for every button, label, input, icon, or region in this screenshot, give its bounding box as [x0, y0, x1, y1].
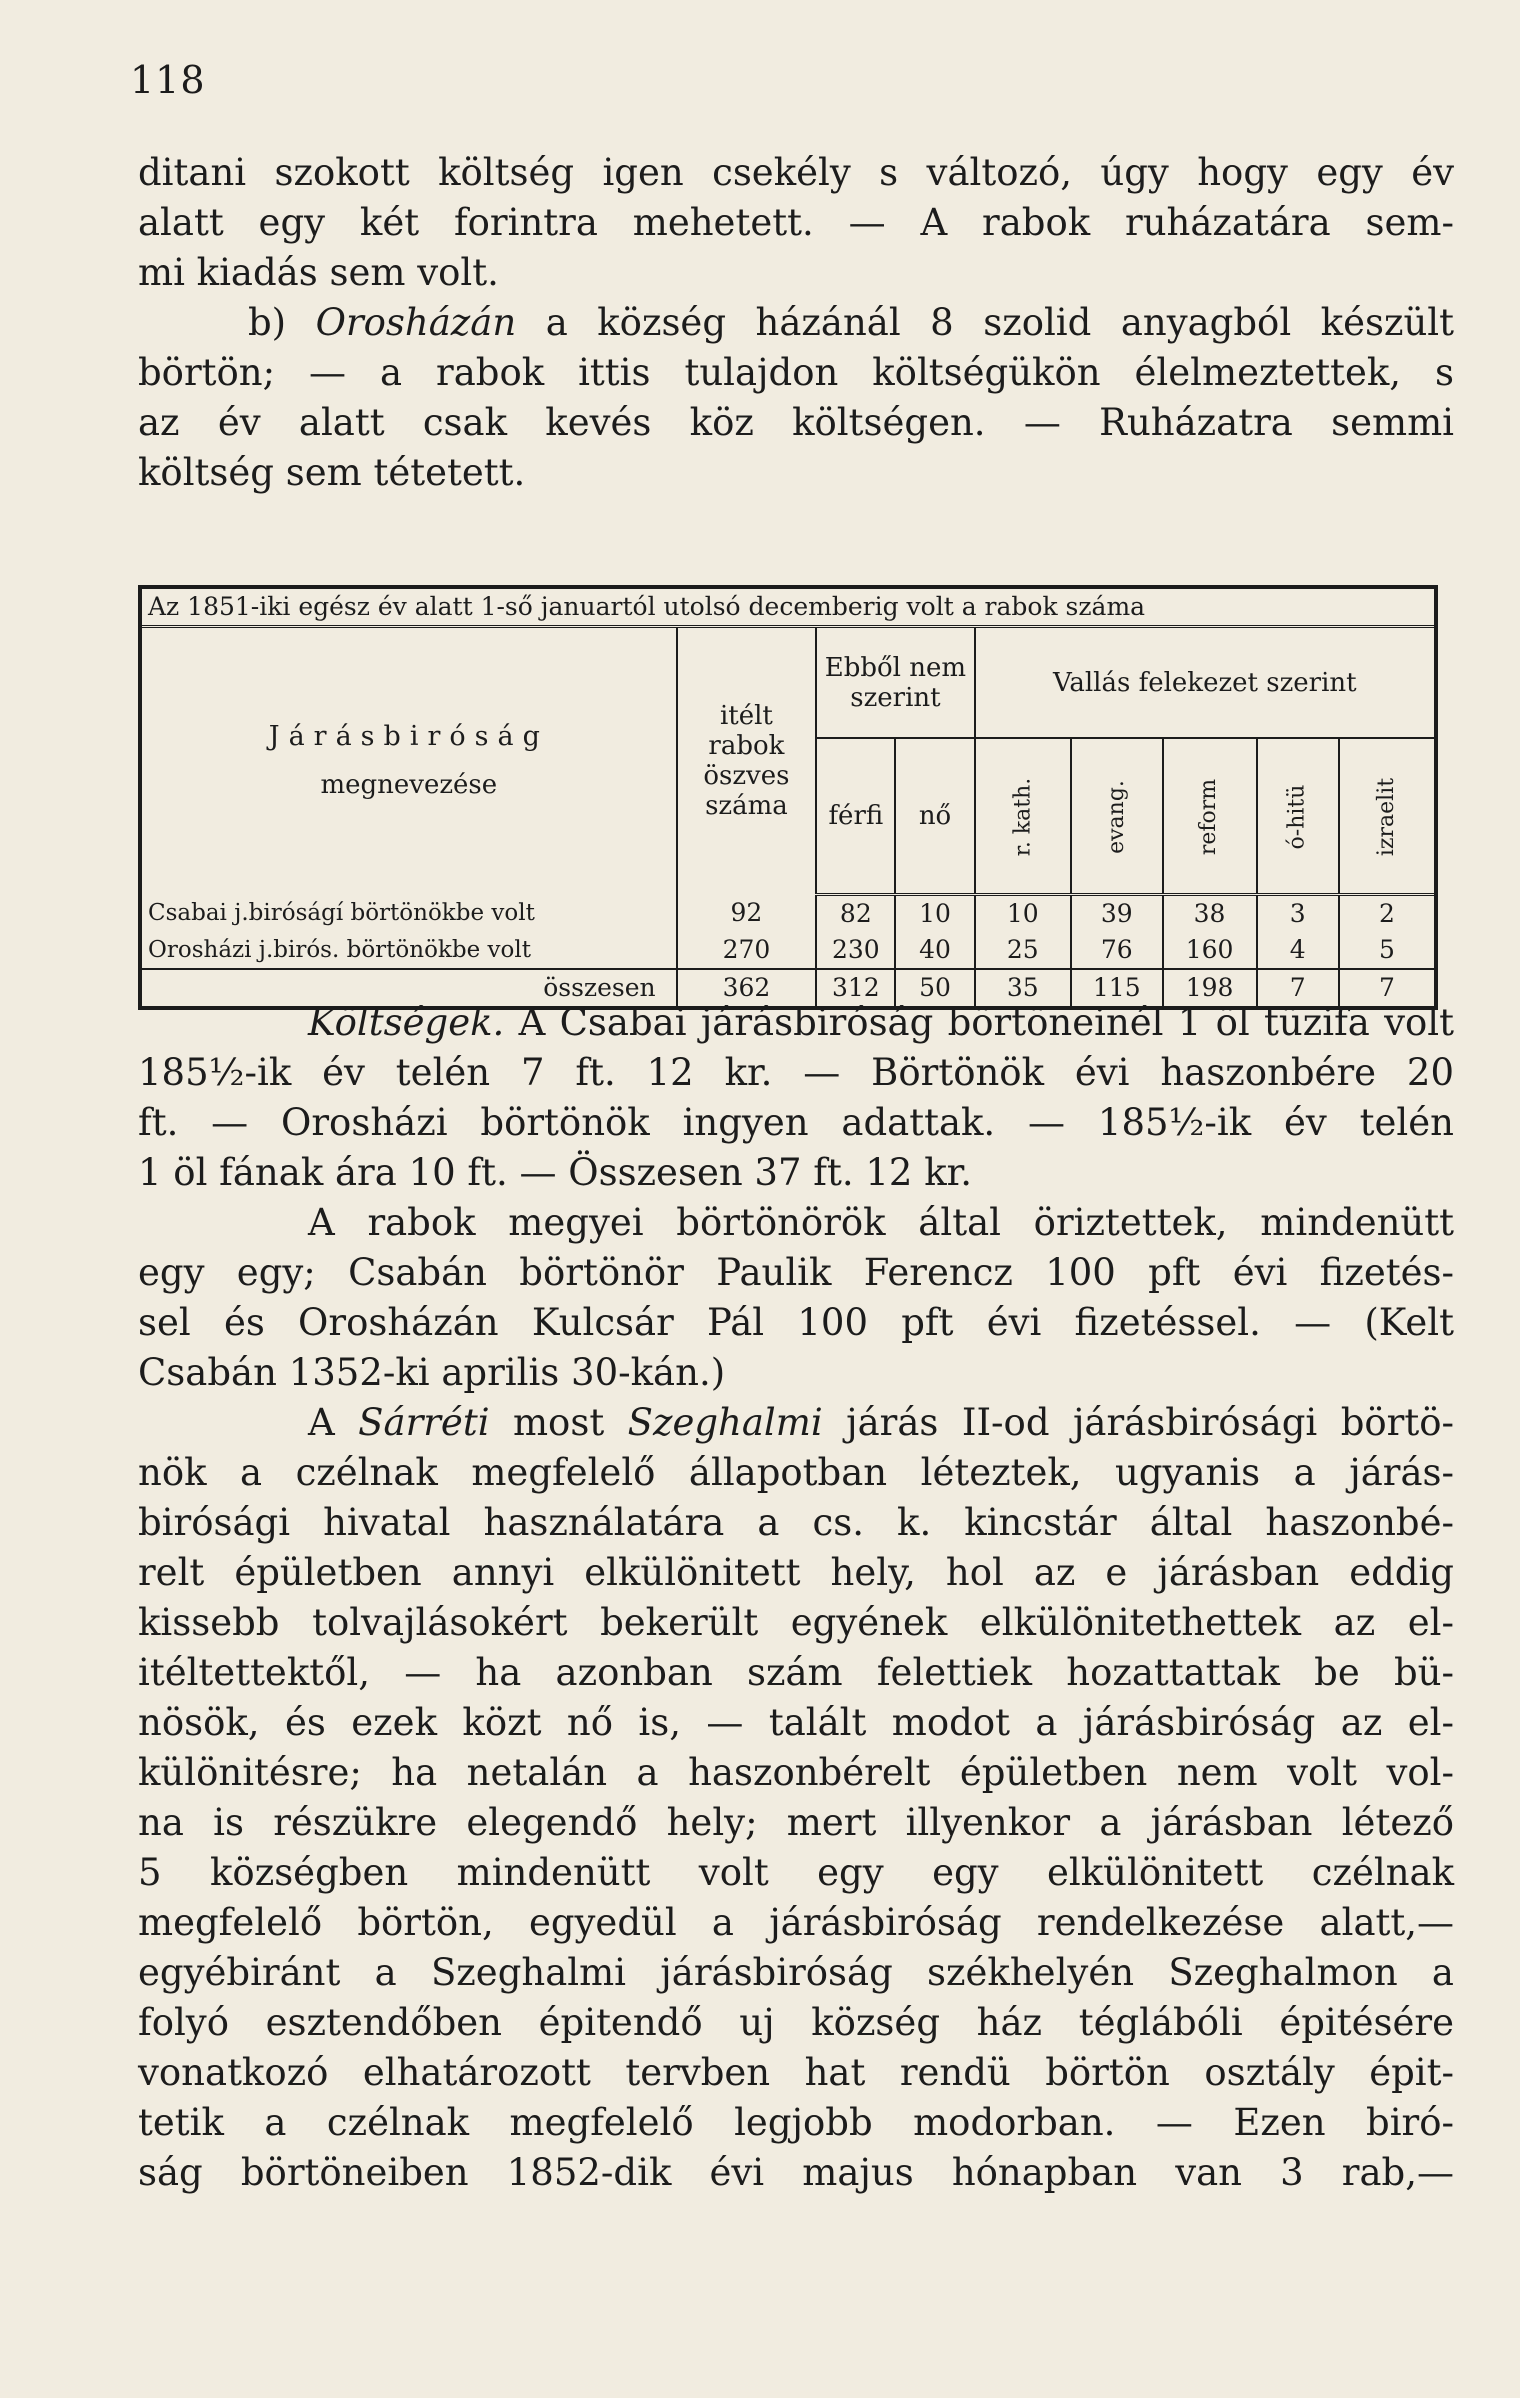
row-izraelit: 5 [1378, 935, 1395, 964]
religion-label: izraelit [1373, 777, 1399, 857]
district-header-line2: megnevezése [320, 770, 498, 801]
religion-izraelit [1339, 738, 1436, 895]
text-fragment: most [489, 1401, 628, 1444]
row-izraelit: 2 [1378, 899, 1395, 928]
item-marker: b) [248, 301, 316, 344]
row-total: 92 [677, 895, 817, 933]
text-line: megfelelő börtön, egyedül a járásbiróság rendelkezése alatt,— [138, 1901, 1454, 1944]
text-line: költség sem tétetett. [138, 451, 526, 494]
row-male: 82 [816, 895, 895, 933]
page-number: 118 [130, 58, 206, 102]
top-paragraph [138, 148, 1454, 298]
row-evang: 76 [1071, 932, 1162, 969]
place-name: Sárréti [358, 1401, 490, 1444]
text-line: nösök, és ezek közt nő is, — talált modot a járásbiróság az el- [138, 1701, 1454, 1744]
row-female: 40 [895, 932, 974, 969]
total-label: összesen [140, 969, 677, 1008]
row-name: Csabai j.biróságí börtönökbe volt [140, 895, 677, 933]
text-line: ság börtöneiben 1852-dik évi majus hónapban van 3 rab,— [138, 2151, 1454, 2194]
sex-header: Ebből nem szerint [816, 627, 974, 739]
statistics-table [138, 585, 1438, 1010]
text-line: egy egy; Csabán börtönör Paulik Ferencz 100 pft évi fizetés- [138, 1251, 1454, 1294]
text-line: relt épületben annyi elkülönitett hely, hol az e járásban eddig [138, 1551, 1454, 1594]
text-line: 1 öl fának ára 10 ft. — Összesen 37 ft. 12 kr. [138, 1151, 972, 1194]
sum-female: 50 [895, 969, 974, 1008]
text-line: ditani szokott költség igen csekély s változó, úgy hogy egy év [138, 151, 1454, 194]
sum-izraelit: 7 [1339, 969, 1436, 1008]
religion-label: ó-hitü [1284, 784, 1310, 850]
text-line: ft. — Orosházi börtönök ingyen adattak. — 185½-ik év telén [138, 1101, 1454, 1144]
religion-rk [975, 738, 1071, 895]
text-fragment: a község házánál 8 szolid anyagból készült [516, 301, 1454, 344]
religion-reform [1163, 738, 1257, 895]
text-line: birósági hivatal használatára a cs. k. kincstár által haszonbé- [138, 1501, 1454, 1544]
sum-male: 312 [816, 969, 895, 1008]
total-header: itélt rabok öszves száma [677, 627, 817, 895]
place-name: Szeghalmi [627, 1401, 823, 1444]
sum-total: 362 [677, 969, 817, 1008]
text-line: na is részükre elegendő hely; mert illyenkor a járásban létező [138, 1801, 1454, 1844]
row-ohitu: 4 [1257, 932, 1339, 969]
sarreti-paragraph [138, 1398, 1454, 2198]
row-rk: 10 [975, 895, 1071, 933]
text-line: alatt egy két forintra mehetett. — A rabok ruházatára sem- [138, 201, 1454, 244]
section-title: Költségek. [308, 1001, 505, 1044]
guards-paragraph [138, 1198, 1454, 1398]
table-caption: Az 1851-iki egész év alatt 1-ső januartól utolsó decemberig volt a rabok száma [140, 587, 1436, 627]
b-paragraph [138, 298, 1454, 498]
sum-reform: 198 [1163, 969, 1257, 1008]
religion-evang [1071, 738, 1162, 895]
text-line: mi kiadás sem volt. [138, 251, 499, 294]
text-line: az év alatt csak kevés köz költségen. — Ruházatra semmi [138, 401, 1454, 444]
religion-header: Vallás felekezet szerint [975, 627, 1436, 739]
religion-label: reform [1196, 778, 1222, 856]
row-rk: 25 [975, 932, 1071, 969]
text-line [138, 998, 1454, 1048]
text-line: Csabán 1352-ki aprilis 30-kán.) [138, 1351, 726, 1394]
row-male: 230 [816, 932, 895, 969]
text-fragment: A Csabai járásbiróság börtöneinél 1 öl tüzifa volt [504, 1001, 1454, 1044]
text-line: sel és Orosházán Kulcsár Pál 100 pft évi fizetéssel. — (Kelt [138, 1301, 1454, 1344]
text-line: vonatkozó elhatározott tervben hat rendü börtön osztály épit- [138, 2051, 1454, 2094]
text-line: tetik a czélnak megfelelő legjobb modorban. — Ezen biró- [138, 2101, 1454, 2144]
row-reform: 38 [1163, 895, 1257, 933]
text-fragment: járás II-od járásbirósági börtö- [822, 1401, 1454, 1444]
text-line: különitésre; ha netalán a haszonbérelt épületben nem volt vol- [138, 1751, 1454, 1794]
text-line: börtön; — a rabok ittis tulajdon költségükön élelmeztettek, s [138, 351, 1454, 394]
row-female: 10 [895, 895, 974, 933]
table-row [140, 895, 1436, 933]
row-total: 270 [677, 932, 817, 969]
text-line [138, 1398, 1454, 1448]
sum-rk: 35 [975, 969, 1071, 1008]
text-line: 5 községben mindenütt volt egy egy elkülönitett czélnak [138, 1851, 1454, 1894]
female-header: nő [895, 738, 974, 895]
district-header [140, 627, 677, 895]
text-line: itéltettektől, — ha azonban szám felettiek hozattattak be bü- [138, 1651, 1454, 1694]
costs-paragraph [138, 998, 1454, 1198]
table-row [140, 932, 1436, 969]
religion-label: r. kath. [1009, 777, 1035, 857]
text-line [138, 298, 1454, 348]
male-header: férfi [816, 738, 895, 895]
district-header-line1: Járásbiróság [268, 721, 549, 753]
religion-ohitu [1257, 738, 1339, 895]
row-ohitu: 3 [1257, 895, 1339, 933]
religion-label: evang. [1103, 780, 1129, 854]
text-line: nök a czélnak megfelelő állapotban léteztek, ugyanis a járás- [138, 1451, 1454, 1494]
row-reform: 160 [1163, 932, 1257, 969]
row-name: Orosházi j.birós. börtönökbe volt [140, 932, 677, 969]
text-line: egyébiránt a Szeghalmi járásbiróság székhelyén Szeghalmon a [138, 1951, 1454, 1994]
text-line: folyó esztendőben épitendő uj község ház téglábóli épitésére [138, 2001, 1454, 2044]
text-line: 185½-ik év telén 7 ft. 12 kr. — Börtönök évi haszonbére 20 [138, 1051, 1454, 1094]
text-line: kissebb tolvajlásokért bekerült egyének elkülönitethettek az el- [138, 1601, 1454, 1644]
place-name: Orosházán [315, 301, 517, 344]
sum-ohitu: 7 [1257, 969, 1339, 1008]
text-fragment: A [308, 1401, 359, 1444]
sum-evang: 115 [1071, 969, 1162, 1008]
row-evang: 39 [1071, 895, 1162, 933]
text-line: A rabok megyei börtönörök által öriztettek, mindenütt [308, 1201, 1454, 1244]
